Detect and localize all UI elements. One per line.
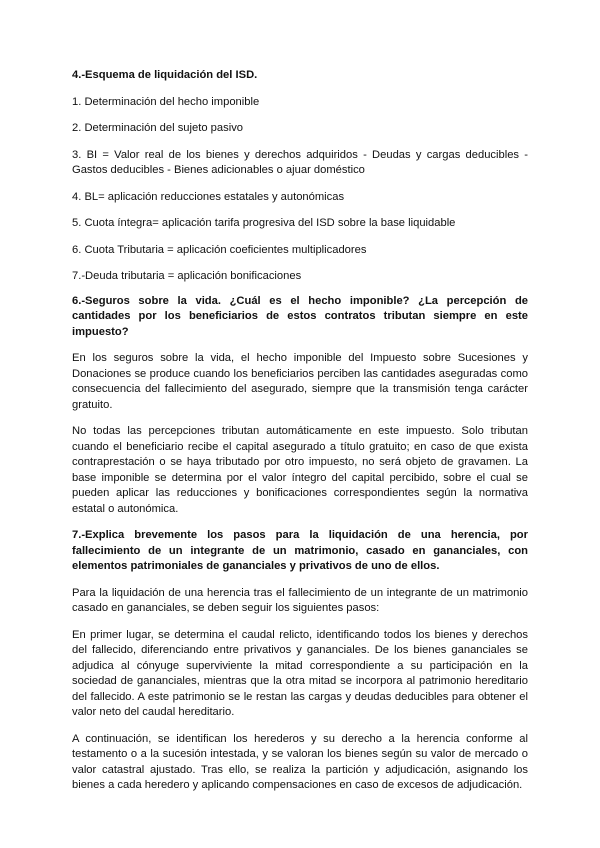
paragraph: A continuación, se identifican los herederos y su derecho a la herencia conforme al testamento o a la sucesión intestada, y se valoran los bienes según su valor de mercado o valor catastral ajustado. Tras ello, se realiza la partición y adjudicación, asignando los bienes a cada heredero y aplicando compensaciones en caso de excesos de adjudicación. (72, 732, 528, 791)
paragraph: No todas las percepciones tributan automáticamente en este impuesto. Solo tributan cuando el beneficiario recibe el capital asegurado a título gratuito; en caso de que exista contraprestación o se haya tributado por otro impuesto, no será objeto de gravamen. La base imponible se determina por el valor íntegro del capital percibido, sobre el cual se pueden aplicar las reducciones y bonificaciones correspondientes según la normativa estatal o autonómica. (72, 425, 528, 515)
section-6-title: 6.-Seguros sobre la vida. ¿Cuál es el hecho imponible? ¿La percepción de cantidades por los beneficiarios de estos contratos tributan siempre en este impuesto? (72, 294, 528, 338)
list-item: 7.-Deuda tributaria = aplicación bonificaciones (72, 270, 302, 282)
list-item: 4. BL= aplicación reducciones estatales y autonómicas (72, 190, 345, 203)
list-item: 6. Cuota Tributaria = aplicación coeficientes multiplicadores (72, 243, 367, 256)
list-item: 3. BI = Valor real de los bienes y derechos adquiridos - Deudas y cargas deducibles - Gastos deducibles - Bienes adicionables o ajuar doméstico (72, 148, 528, 176)
paragraph: En primer lugar, se determina el caudal relicto, identificando todos los bienes y derechos del fallecido, diferenciando entre privativos y gananciales. De los bienes gananciales se adjudica al cónyuge superviviente la mitad correspondiente a su participación en la sociedad de gananciales, mientras que la otra mitad se incorpora al patrimonio hereditario del fallecido. A este patrimonio se le restan las cargas y deudas deducibles para obtener el valor neto del caudal hereditario. (72, 628, 528, 718)
paragraph: Para la liquidación de una herencia tras el fallecimiento de un integrante de un matrimonio casado en gananciales, se deben seguir los siguientes pasos: (72, 586, 528, 614)
paragraph: En los seguros sobre la vida, el hecho imponible del Impuesto sobre Sucesiones y Donaciones se produce cuando los beneficiarios perciben las cantidades aseguradas como consecuencia del fallecimiento del asegurado, siempre que la transmisión tenga carácter gratuito. (72, 352, 528, 411)
list-item: 2. Determinación del sujeto pasivo (72, 122, 244, 134)
section-7-title: 7.-Explica brevemente los pasos para la liquidación de una herencia, por fallecimiento de un integrante de un matrimonio, casado en gananciales, con elementos patrimoniales de gananciales y privativos de uno de ellos. (72, 529, 528, 572)
list-item: 1. Determinación del hecho imponible (72, 95, 260, 108)
document-page (72, 68, 528, 805)
section-4-title: 4.-Esquema de liquidación del ISD. (72, 69, 258, 81)
list-item: 5. Cuota íntegra= aplicación tarifa progresiva del ISD sobre la base liquidable (72, 217, 456, 229)
